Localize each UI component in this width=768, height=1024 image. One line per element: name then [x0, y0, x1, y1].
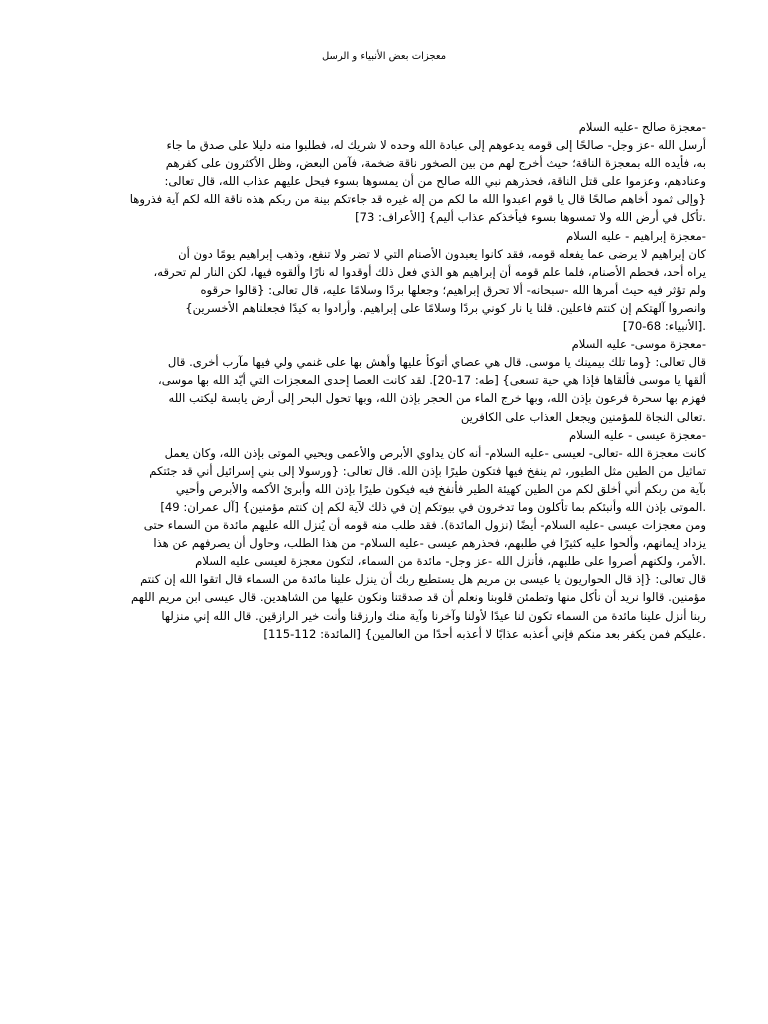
paragraph-line: كان إبراهيم لا يرضى عما يفعله قومه، فقد كانوا يعبدون الأصنام التي لا تضر ولا تنفع، وذهب إبراهيم يومًا دون أن [178, 246, 706, 261]
paragraph-line: قال تعالى: {إذ قال الحواريون يا عيسى بن مريم هل يستطيع ربك أن ينزل علينا مائدة من السماء قال اتقوا الله إن كنتم [140, 572, 706, 587]
section-heading: -معجزة موسى- عليه السلام [571, 337, 706, 352]
paragraph-line: .الأمر، ولكنهم أصروا على طلبهم، فأنزل الله -عز وجل- مائدة من السماء، لتكون معجزة لعيسى عليه السلام [195, 554, 706, 569]
paragraph-line: وعنادهم، وعزموا على قتل الناقة، فحذرهم نبي الله صالح من أن يمسوها بسوء فيحل عليهم عذاب الله، قال تعالى: [164, 174, 706, 189]
paragraph-line: يزداد إيمانهم، وألحوا عليه كثيرًا في طلبهم، فحذرهم عيسى -عليه السلام- من هذا الطلب، وحاول أن يصرفهم عن هذا [153, 536, 706, 551]
paragraph-line: .[الأنبياء: 68-70] [622, 319, 706, 334]
paragraph-line: ولم تؤثر فيه حيث أمرها الله -سبحانه- ألا تحرق إبراهيم؛ وجعلها بردًا وسلامًا عليه، قال تعالى: {قالوا حرقوه [200, 282, 706, 297]
paragraph-line: يراه أحد، فحطم الأصنام، فلما علم قومه أن إبراهيم هو الذي فعل ذلك أوقدوا له نارًا وألقوه فيها، لكن النار لم تحرقه، [153, 264, 706, 279]
paragraph-line: .تأكل في أرض الله ولا تمسوها بسوء فيأخذكم عذاب أليم} [الأعراف: 73] [355, 210, 706, 225]
paragraph-line: .الموتى بإذن الله وأنبئكم بما تأكلون وما تدخرون في بيوتكم إن في ذلك لآية لكم إن كنتم مؤمنين} [آل عمران: 49] [160, 499, 706, 514]
section-heading: -معجزة عيسى - عليه السلام [569, 427, 706, 442]
paragraph-line: .عليكم فمن يكفر بعد منكم فإني أعذبه عذابًا لا أعذبه أحدًا من العالمين} [المائدة: 112-115] [263, 626, 706, 641]
paragraph-line: فهزم بها سحرة فرعون بإذن الله، وبها خرج الماء من الحجر بإذن الله، وبها تحول البحر إلى أرض يابسة ليكتب الله [168, 391, 706, 406]
paragraph-line: ألقها يا موسى فألقاها فإذا هي حية تسعى} [طه: 17-20]. لقد كانت العصا إحدى المعجزات التي أيّد الله بها موسى، [158, 373, 706, 388]
paragraph-line: كانت معجزة الله -تعالى- لعيسى -عليه السلام- أنه كان يداوي الأبرص والأعمى ويحيي الموتى بإذن الله، وكان يعمل [164, 445, 706, 460]
section-isa [62, 426, 706, 643]
document-body [62, 118, 706, 643]
paragraph-line: .تعالى النجاة للمؤمنين ويجعل العذاب على الكافرين [460, 409, 706, 424]
section-heading: -معجزة صالح -عليه السلام [578, 120, 706, 134]
paragraph-line: ومن معجزات عيسى -عليه السلام- أيضًا (نزول المائدة). فقد طلب منه قومه أن يُنزل الله عليهم مائدة من السماء حتى [143, 518, 706, 533]
paragraph-line: بآية من ربكم أني أخلق لكم من الطين كهيئة الطير فأنفخ فيه فيكون طيرًا بإذن الله وأبرئ الأكمه والأبرص وأحيي [175, 481, 706, 496]
paragraph-line: به، فأيده الله بمعجزة الناقة؛ حيث أخرج لهم من بين الصخور ناقة ضخمة، فآمن البعض، وظل الأكثرون على كفرهم [165, 156, 706, 171]
paragraph-line: أرسل الله -عز وجل- صالحًا إلى قومه يدعوهم إلى عبادة الله وحده لا شريك له، فطلبوا منه دليلا على صدق ما جاء [166, 138, 706, 153]
paragraph-line: {وإلى ثمود أخاهم صالحًا قال يا قوم اعبدوا الله ما لكم من إله غيره قد جاءتكم بينة من ربكم هذه ناقة الله لكم آية فذروها [129, 192, 706, 207]
paragraph-line: ربنا أنزل علينا مائدة من السماء تكون لنا عيدًا لأولنا وآخرنا وآية منك وارزقنا وأنت خير الرازقين. قال الله إني منزلها [161, 608, 706, 623]
paragraph-line: قال تعالى: {وما تلك بيمينك يا موسى. قال هي عصاي أتوكأ عليها وأهش بها على غنمي ولي فيها مآرب أخرى. قال [167, 355, 706, 370]
section-heading: -معجزة إبراهيم - عليه السلام [566, 228, 706, 243]
section-saleh [62, 118, 706, 227]
paragraph-line: وانصروا آلهتكم إن كنتم فاعلين. قلنا يا نار كوني بردًا وسلامًا على إبراهيم. وأرادوا به كيدًا فجعلناهم الأخسرين} [185, 300, 706, 315]
paragraph-line: تماثيل من الطين مثل الطيور، ثم ينفخ فيها فتكون طيرًا بإذن الله. قال تعالى: {ورسولا إلى بني إسرائيل أني قد جئتكم [149, 463, 706, 478]
section-ibrahim [62, 227, 706, 336]
section-musa [62, 335, 706, 425]
page-header: معجزات بعض الأنبياء و الرسل [321, 51, 447, 62]
paragraph-line: مؤمنين. قالوا نريد أن نأكل منها وتطمئن قلوبنا ونعلم أن قد صدقتنا ونكون عليها من الشاهدين. قال عيسى ابن مريم اللهم [131, 590, 706, 605]
